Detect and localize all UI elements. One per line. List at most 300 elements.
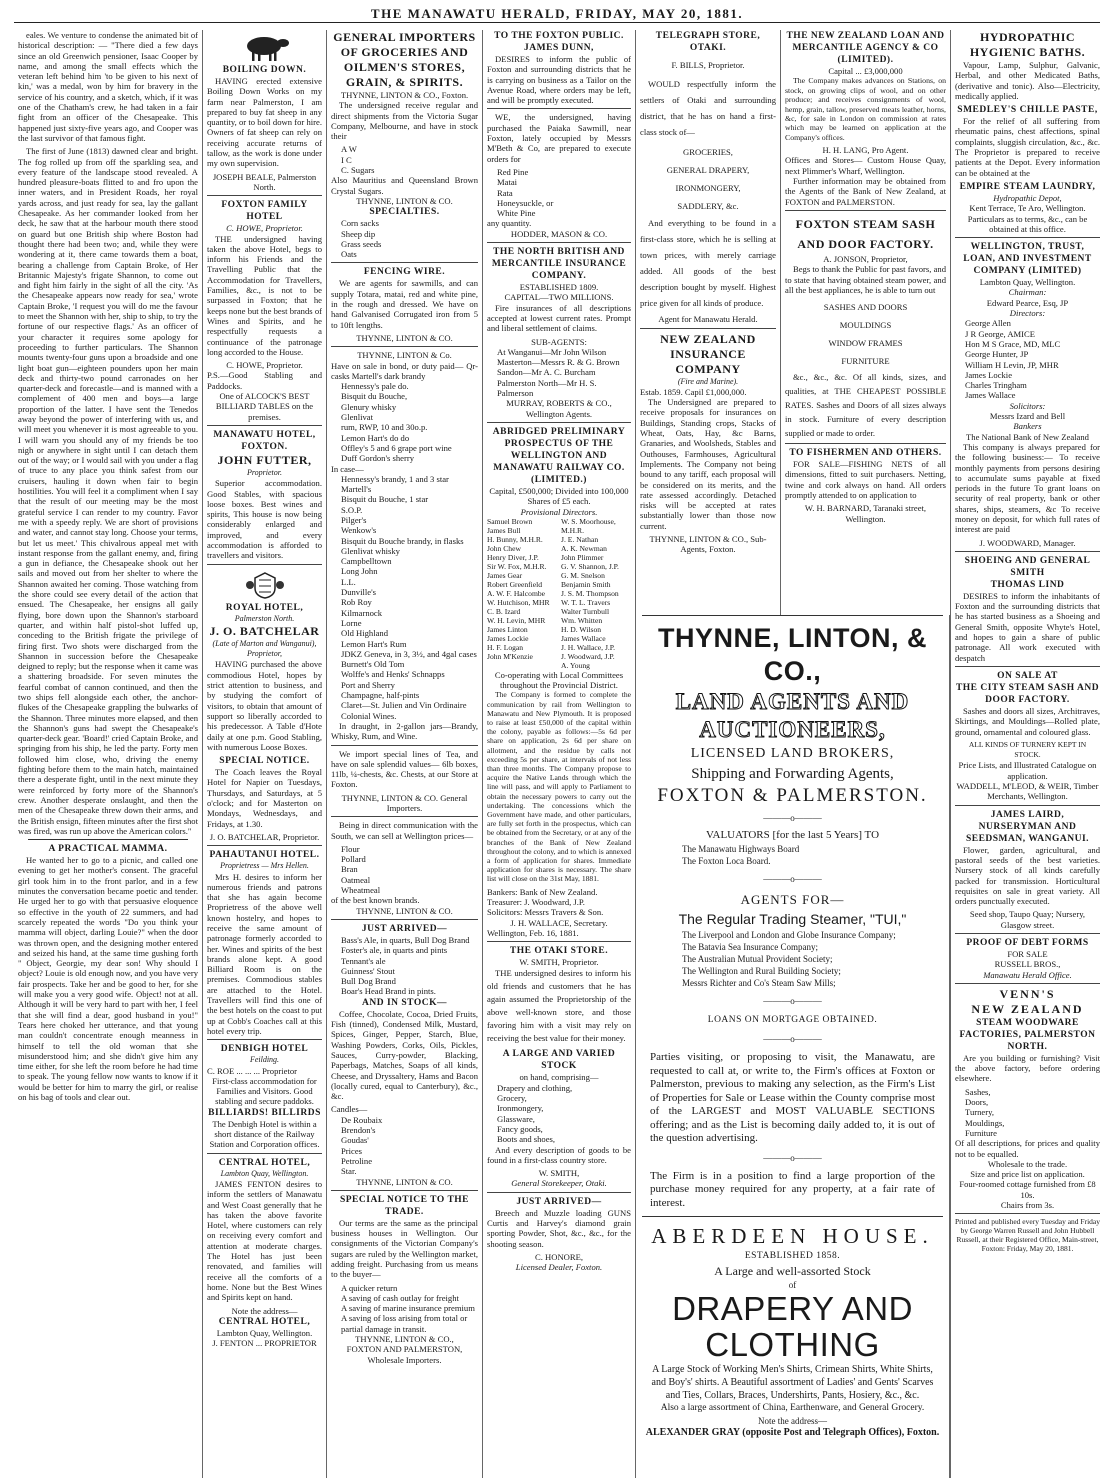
list-item: Martell's — [341, 484, 372, 495]
batchelar-sub: (Late of Marton and Wanganui), — [212, 638, 317, 648]
list-item: JDKZ Geneva, in 3, 3½, and 4gal cases — [341, 648, 477, 659]
list-item: Kilmarnock — [341, 607, 383, 618]
list-item: Dunville's — [341, 587, 376, 598]
batchelar-body: HAVING purchased the above commodious Hotel, hopes by strict attention to business, and by studying the comfort of visitors, to obtain that amount of support so liberally accorded to his predecessor. A Table d'Hote daily at one p.m. Good Stabling, with numerous Loose Boxes. — [207, 659, 322, 752]
list-item: Doors, — [965, 1097, 989, 1108]
hodder-body: WE, the undersigned, having purchased the Paiaka Sawmill, near Foxton, lately occupied by Messrs M'Beth & Co, are prepared to execute orders for — [487, 112, 631, 164]
instock-title: AND IN STOCK— — [362, 997, 447, 1008]
boiling-down-ad — [207, 32, 322, 192]
shoe-body: DESIRES to inform the inhabitants of Foxton and the surrounding districts that he has started business as a Shoeing and General Smith, opposite Whyte's Hotel, and hopes to gain a share of public patronage. All work executed with despatch — [955, 590, 1100, 663]
flour-sign: THYNNE, LINTON & CO. — [356, 905, 453, 916]
guns-sign: C. HONORE, — [535, 1251, 583, 1262]
depot: Hydropathic Depot, — [993, 192, 1062, 203]
nbm-agent-list — [487, 347, 631, 398]
otaki-title: THE OTAKI STORE. — [509, 946, 609, 957]
special-title: SPECIAL NOTICE. — [219, 756, 310, 767]
guns-ad — [487, 1192, 631, 1273]
list-item: De Roubaix — [341, 1114, 383, 1125]
tel-item: GENERAL DRAPERY, — [666, 165, 750, 176]
list-item: Bass's Ale, in quarts, Bull Dog Brand — [341, 934, 470, 945]
list-item: Bran — [341, 864, 358, 875]
stock-sub: on hand, comprising— — [519, 1072, 599, 1083]
divider — [642, 1216, 943, 1217]
rail-director: James Gear — [487, 570, 523, 580]
loan-sign: H. H. LANG, Pro Agent. — [822, 145, 909, 156]
hydro-body: Vapour, Lamp, Sulphur, Galvanic, Herbal, and other Medicated Baths, (derivative and tonic). Also—Electricity, medically applied. — [955, 60, 1100, 101]
list-item: Furniture — [965, 1127, 997, 1138]
list-item: Mouldings, — [965, 1117, 1005, 1128]
list-item: Pilger's — [341, 514, 367, 525]
wtl-title: WELLINGTON, TRUST, LOAN, AND INVESTMENT COMPANY (LIMITED) — [963, 242, 1092, 277]
dunn-title: TO THE FOXTON PUBLIC. — [494, 31, 624, 41]
list-item: Drapery and clothing, — [497, 1082, 573, 1093]
proof-office: Manawatu Herald Office. — [983, 969, 1072, 980]
list-item: Colonial Wines. — [341, 710, 397, 721]
list-item: Star. — [341, 1166, 357, 1177]
tel-item: IRONMONGERY, — [675, 183, 741, 194]
wtl-body: This company is always prepared for the following business:— To receive monthly payments from persons desiring to accumulate sums payable at fixed periods in the future To grant loans on security of real property, bank or other shares, ships, steamers, &c To receive money on deposit, for which full rates of interest are paid — [955, 441, 1100, 535]
rail-coop: Co-operating with Local Committees throughout the Provincial District. — [494, 669, 624, 691]
imprint-text: Printed and published every Tuesday and Friday by George Warren Russell and John Hubbell Russell, at their Registered Office, Main-street, Foxton: Friday, May 20, 1881. — [955, 1217, 1100, 1254]
shoeing-smith-ad — [955, 551, 1100, 663]
list-item: Boar's Head Brand in pints. — [341, 986, 436, 997]
divider — [642, 615, 943, 616]
railway-prospectus-ad — [487, 422, 631, 938]
futter-body: Superior accommodation. Good Stables, with spacious loose boxes. Best wines and spirits, This house is now being considerably enlarged and improved, and every accommodation is afforded to travellers and visitors. — [207, 478, 322, 561]
list-item: William H Levin, JP, MHR — [965, 359, 1059, 370]
rail-director: James Linton — [487, 624, 528, 634]
list-item: Hennessy's brandy, 1 and 3 star — [341, 473, 449, 484]
big-ad-agency: The Liverpool and London and Globe Insurance Company; — [682, 930, 896, 940]
tel-agent: Agent for Manawatu Herald. — [658, 314, 758, 325]
list-item: rum, RWP, 10 and 30o.p. — [341, 422, 428, 433]
central-hotel-ad — [207, 1153, 322, 1349]
depot-terms: Particulars as to terms, &c., can be obtained at this office. — [967, 213, 1088, 234]
venn-chairs: Chairs from 3s. — [1000, 1200, 1055, 1211]
list-item: Pollard — [341, 854, 366, 865]
fencing-body: We are agents for sawmills, and can supply Totara, matai, red and white pine, in the rough and dressed. We have on hand Galvanised Corrugated iron from 5 to 10ft lengths. — [331, 278, 478, 330]
venn-list — [955, 1087, 1100, 1138]
rail-director: John M'Kenzie — [487, 651, 533, 661]
stock-title: A LARGE AND VARIED STOCK — [502, 1049, 616, 1072]
sawmill-ad — [487, 108, 631, 239]
smith-sub: General Storekeeper, Otaki. — [511, 1178, 607, 1189]
timber-list — [487, 167, 631, 218]
sash-item: WINDOW FRAMES — [828, 338, 903, 349]
list-item: James Wallace — [965, 390, 1016, 401]
column-7 — [950, 30, 1104, 1478]
pricelist: Price Lists, and Illustrated Catalogue on application. — [958, 760, 1097, 781]
list-item: Goudas' — [341, 1135, 369, 1146]
nzi-title: NEW ZEALAND INSURANCE COMPANY — [660, 331, 756, 376]
big-ad-outline-heading: LAND AGENTS AND AUCTIONEERS, — [675, 689, 910, 742]
special-sign: J. O. BATCHELAR, Proprietor. — [209, 831, 320, 842]
big-ad-valuators: VALUATORS [for the last 5 Years] TO — [705, 829, 880, 841]
list-item: At Wanganui—Mr John Wilson — [497, 346, 607, 357]
column-2-hotels — [202, 30, 326, 1478]
wtl-place: Lambton Quay, Wellington. — [979, 277, 1076, 288]
stock-list — [487, 1083, 631, 1145]
rail-capital: Capital, £500,000; Divided into 100,000 Shares of £5 each. — [489, 485, 629, 507]
arrived-list — [331, 935, 478, 997]
loan-further: Further information may be obtained from the Agents of the Bank of New Zealand, at FOXTON and PALMERSTON. — [785, 176, 946, 207]
venn-body: Are you building or furnishing? Visit the above factory, before ordering elsewhere. — [955, 1052, 1100, 1084]
north-british-ad — [487, 242, 631, 419]
loan-agency-ad — [785, 30, 946, 207]
central-addr1: CENTRAL HOTEL, — [218, 1316, 311, 1327]
specialties-title: SPECIALTIES. — [369, 207, 440, 218]
rail-director: G. V. Shannon, J.P. — [561, 561, 619, 571]
city-factory-ad — [955, 666, 1100, 802]
list-item: A saving of cash outlay for freight — [341, 1292, 459, 1303]
wtl-chair-head: Chairman: — [1008, 287, 1047, 298]
list-item: Bisquit du Bouche, 1 star — [341, 494, 429, 505]
laird-title: JAMES LAIRD, — [990, 809, 1065, 820]
venn-steam: STEAM WOODWARE FACTORIES, PALMERSTON NORTH. — [959, 1017, 1096, 1052]
rail-director: A. K. Newman — [561, 543, 607, 553]
rail-solicitors: Solicitors: Messrs Travers & Son. — [487, 907, 604, 918]
list-item: Grocery, — [497, 1093, 527, 1104]
rail-director: James Lockie — [487, 633, 529, 643]
mamma-paragraph: He wanted her to go to a picnic, and called one evening to get her mother's consent. The graceful girl took him in to the front parlor, and in a few minutes the conversation became poetic and tender. He urged her to go with that persuasive eloquence so effective in the youth of 22 summers, and had scarcely repeated the words "Do you think your mamma will object, darling Louie?" when the door was thrown open, and the designing mother entered and seized his hand, at the same time gushing forth " Object, Georgie, my dear son! Why should I object? Louie is old enough now, and you have very fair prospects. Take her and be good to her, for she will make you a very good wife. Object! not at all. Although it will be very hard to part with her, I feel that she will find a dear, good husband in you!" Tears here choked her utterance, and that young man couldn't concentrate enough meanness in himself to tell the old woman that she misunderstood him; and she didn't give him any time either, for she left the room before he had time to speak. The young fellow now wants to know if it would be better for him to marry the girl, or realise on his bag of tools and clear out. — [18, 855, 198, 1102]
wellington-trust-ad — [955, 237, 1100, 548]
aberdeen-of: of — [788, 1280, 797, 1290]
rail-date: Wellington, Feb. 16, 1881. — [487, 927, 579, 938]
venn-nz: NEW ZEALAND — [971, 1001, 1084, 1016]
list-item: Boots and shoes, — [497, 1134, 556, 1145]
wine-list — [331, 381, 478, 463]
central-sign: J. FENTON ... PROPRIETOR — [212, 1338, 317, 1349]
aberdeen-body: A Large Stock of Working Men's Shirts, Crimean Shirts, White Shirts, and Boy's' shirts. A Beautiful assortment of Ladies' and Gents' Scarves and Ties, Collars, Braces, Undershirts, Pants, Hosiery, &c., &c. — [651, 1364, 934, 1401]
rail-director: John Chew — [487, 543, 521, 553]
story-paragraph: eales. We venture to condense the animated bit of historical description: — "There died a few days since an old Greenwich pensioner, Isaac Cooper by name, and among the small effects which the veteran left behind him 'to be given to his next of kin,' was a medal, won by him for bravery in the service of his country, and a sketch, which, if it was one of the Chatham's crew, he had taken in a fair fight from an officer of the Chesapeake. This happened just sixty-five years ago, and Cooper was the last survivor of that famous fight. — [18, 30, 198, 143]
hydro-title: HYDROPATHIC HYGIENIC BATHS. — [969, 30, 1086, 59]
telegraph-store-ad — [640, 30, 776, 325]
rail-directors — [487, 517, 631, 670]
hodder-sign: HODDER, MASON & CO. — [510, 228, 608, 239]
tel-place: OTAKI. — [689, 43, 727, 53]
nzi-sub: (Fire and Marine). — [677, 376, 739, 386]
list-item: George Hunter, JP — [965, 349, 1029, 360]
trade-title: SPECIAL NOTICE TO THE TRADE. — [339, 1194, 470, 1217]
divider-ornament: ———o——— — [763, 1152, 822, 1163]
futter-prop: Proprietor. — [246, 467, 283, 477]
wtl-sol: Messrs Izard and Bell — [989, 411, 1066, 422]
list-item: Grass seeds — [341, 238, 382, 249]
list-item: Sashes, — [965, 1086, 991, 1097]
list-item: Campbelltown — [341, 556, 392, 567]
denbigh-note: The Denbigh Hotel is within a short distance of the Railway Station and Corporation offices. — [209, 1118, 320, 1150]
pahau-body: Mrs H. desires to inform her numerous friends and patrons that she has again become Proprietress of the above well known hostelry, and hopes to receive the same amount of patronage formerly accorded to her. Wines and spirits of the best brands alone kept. A good Billiard Room is on the premises. Commodious stables are attached to the Hotel. Travellers will find this one of the best hotels on the coast to put up at Cobb's Coaches call at this hotel every trip. — [207, 871, 322, 1036]
trade-notice-ad — [331, 1190, 478, 1365]
chilli-title: SMEDLEY'S CHILLE PASTE, — [957, 105, 1098, 116]
big-ad-agency: The Batavia Sea Insurance Company; — [682, 942, 818, 952]
pahau-prop: Proprietress — Mrs Hellen. — [220, 861, 309, 871]
stock-end: And every description of goods to be found in a first-class country store. — [487, 1144, 631, 1165]
list-item: A quicker return — [341, 1282, 398, 1293]
big-ad-firm-name: THYNNE, LINTON, & CO., — [657, 623, 927, 686]
general-importers-ad — [331, 30, 478, 259]
trade-body: Our terms are the same as the principal business houses in Wellington. Our consignments of the Victorian Company's sugars are ruled by the Wellington market, adding freight. Purchasing from us means to the buyer— — [331, 1217, 478, 1280]
proof-title: PROOF OF DEBT FORMS — [966, 938, 1089, 948]
boiling-title: BOILING DOWN. — [222, 65, 307, 75]
otaki-prop: W. SMITH, Proprietor. — [519, 957, 599, 968]
list-item: Fancy goods, — [497, 1123, 543, 1134]
rail-director: Robert Greenfield — [487, 579, 543, 589]
trade-sign3: Wholesale Importers. — [367, 1354, 442, 1365]
loan-body: The Company makes advances on Stations, on stock, on growing clips of wool, and on other produce; and receives consignments of wool, hemp, grain, tallow, preserved meats leather, horns, &c, for sale in London on commission at rates which may be learned on application at the Company's offices. — [785, 76, 946, 142]
wtl-bank-head: Bankers — [1013, 421, 1042, 432]
batchelar-name: J. O. BATCHELAR — [209, 623, 320, 638]
divider — [28, 839, 188, 840]
list-item: Bisquit du Bouche brandy, in flasks — [341, 535, 464, 546]
guns-body: Breech and Muzzle loading GUNS Curtis and Harvey's diamond grain sporting Powder, Shot, &c., &c., for the shooting season. — [487, 1207, 631, 1249]
column-1-story — [14, 30, 202, 1478]
denbigh-billiards: BILLIARDS! BILLIRDS — [208, 1107, 321, 1118]
smith-sign: W. SMITH, — [538, 1168, 580, 1179]
laundry: EMPIRE STEAM LAUNDRY, — [959, 181, 1096, 192]
nbm-agents-head: SUB-AGENTS: — [531, 336, 587, 347]
rail-director: J. E. Nathan — [561, 534, 599, 544]
candles-list — [331, 1115, 478, 1177]
list-item: Rob Roy — [341, 597, 372, 608]
nbm-sign: MURRAY, ROBERTS & CO., Wellington Agents. — [506, 398, 612, 419]
column-4 — [482, 30, 635, 1478]
depot-addr: Kent Terrace, Te Aro, Wellington. — [969, 203, 1086, 214]
otaki-store-ad — [487, 941, 631, 1189]
big-ad-steamer: The Regular Trading Steamer, "TUI," — [678, 911, 907, 927]
divider-ornament: ———o——— — [763, 996, 822, 1006]
pahau-title: PAHAUTANUI HOTEL. — [209, 850, 320, 861]
flour-body: Being in direct communication with the South, we can sell at Wellington prices— — [331, 820, 478, 841]
columns — [14, 30, 1104, 1478]
list-item: I C — [341, 154, 352, 165]
rail-treasurer: Treasurer: J. Woodward, J.P. — [487, 896, 585, 907]
list-item: Red Pine — [497, 166, 529, 177]
list-item: Foster's ale, in quarts and pints — [341, 945, 448, 956]
big-ad-firm-note: The Firm is in a position to find a large proportion of the purchase money required for any property, at a fair rate of interest. — [650, 1169, 935, 1209]
sash-body2: &c., &c., &c. Of all kinds, sizes, and qualities, at THE CHEAPEST POSSIBLE RATES. Sashes and Doors of all sizes always in stock. Furniture of every description supplied or made to order. — [785, 372, 946, 439]
list-item: Bull Dog Brand — [341, 976, 396, 987]
central-note: Note the address— — [231, 1305, 298, 1316]
list-item: A saving of marine insurance premium — [341, 1303, 475, 1314]
aberdeen-stock: A Large and well-assorted Stock — [714, 1264, 871, 1278]
specialties-list — [331, 218, 478, 259]
rail-director: W. Hutchison, MHR — [487, 597, 550, 607]
draught-note: In draught, in 2-gallon jars—Brandy, Whisky, Rum, and Wine. — [331, 720, 478, 742]
gi-firm: THYNNE, LINTON & CO., Foxton. — [340, 90, 469, 100]
list-item: Guinness' Stout — [341, 965, 395, 976]
rail-director: W. T. L. Travers — [561, 597, 611, 607]
foxton-hotel-body: THE undersigned having taken the above Hotel, begs to inform his Friends and the Travelling Public that the Accommodation for Travellers, Families, &c., is not to be surpassed in Foxton; that he keeps none but the best brands of Wines and Spirits, and he respectfully requests a continuance of the patronage long accorded to the House. — [207, 233, 322, 357]
venn-size: Size and price list on application. — [970, 1169, 1085, 1180]
timber-end: any quantity. — [487, 218, 532, 229]
denbigh-body: First-class accommodation for Families and Visitors. Good stabling and secure paddoks. — [212, 1075, 317, 1107]
rail-director: John Plimmer — [561, 552, 604, 562]
dunn-ad — [487, 30, 631, 105]
royal-crest-icon — [245, 570, 285, 600]
list-item: Turnery, — [965, 1107, 994, 1118]
chilli-body: For the relief of all suffering from rheumatic pains, chest affections, spinal complaints, sluggish circulation, &c., &c. The Proprietor is prepared to receive patients at the Depot. Every information can be obtained at the — [955, 116, 1100, 178]
rail-director: H. F. Logan — [487, 642, 524, 652]
venn-body2: Of all descriptions, for prices and quality not to be equalled. — [955, 1138, 1100, 1159]
loan-title: THE NEW ZEALAND LOAN AND MERCANTILE AGENCY & CO (LIMITED). — [786, 31, 945, 65]
rail-director: J. Woodward, J.P. — [561, 651, 615, 661]
denbigh-hotel-ad — [207, 1039, 322, 1149]
just-arrived-ad — [331, 919, 478, 1187]
gi-body: The undersigned receive regular and direct shipments from the Victoria Sugar Company, Melbourne, and have in stock their — [331, 100, 478, 142]
fencing-title: FENCING WIRE. — [363, 267, 446, 278]
rail-dir-head: Provisional Directors. — [520, 506, 598, 517]
big-ad-agency: Messrs Richter and Co's Steam Saw Mills; — [682, 978, 836, 988]
loan-office: Offices and Stores— Custom House Quay, next Plimmer's Wharf, Wellington. — [785, 155, 946, 176]
arrived-title: JUST ARRIVED— — [361, 923, 448, 934]
case-list — [331, 474, 478, 721]
masthead: THE MANAWATU HERALD, FRIDAY, MAY 20, 1881. — [14, 6, 1100, 23]
tel-item: SADDLERY, &c. — [677, 201, 739, 212]
list-item: Lemon Hart's do do — [341, 432, 410, 443]
big-ad-agents-for: AGENTS FOR— — [740, 892, 845, 907]
tel-item: GROCERIES, — [683, 147, 733, 158]
thynne-linton-big-ad — [635, 615, 950, 1478]
nzi-sign: THYNNE, LINTON & CO., Sub-Agents, Foxton. — [649, 534, 767, 555]
fencing-wire-ad — [331, 262, 478, 343]
venn-title: VENN'S — [999, 986, 1056, 1001]
wine-intro: Have on sale in bond, or duty paid— Qr-casks Martell's dark brandy — [331, 360, 478, 381]
trade-points — [331, 1283, 478, 1334]
flour-end: of the best known brands. — [331, 895, 420, 906]
list-item: Lorne — [341, 617, 362, 628]
sash-prop: A. JONSON, Proprietor, — [823, 253, 908, 264]
foxton-hotel-sign: C. HOWE, Proprietor. — [226, 360, 303, 371]
onsale: ON SALE AT — [997, 670, 1058, 681]
divider-ornament: ———o——— — [763, 813, 822, 823]
shoe-name: THOMAS LIND — [990, 579, 1065, 590]
dunn-body: DESIRES to inform the public of Foxton and surrounding districts that he is carrying on business as a Tailor on the Avenue Road, where orders may be left, and will be promptly executed. — [487, 54, 631, 106]
venn-ad — [955, 983, 1100, 1210]
list-item: Honeysuckle, or — [497, 197, 554, 208]
nbm-body: Fire insurances of all descriptions accepted at lowest current rates. Prompt and liberal settlement of claims. — [487, 302, 631, 334]
wtl-bank: The National Bank of New Zealand — [966, 431, 1089, 442]
aberdeen-also: Also a large assortment of China, Earthenware, and General Grocery. — [660, 1403, 925, 1413]
list-item: C. Sugars — [341, 165, 375, 176]
trade-sign1: THYNNE, LINTON & CO., — [355, 1334, 454, 1345]
list-item: Wenkow's — [341, 525, 377, 536]
rail-director: J. S. M. Thompson — [561, 588, 619, 598]
nzi-est: Estab. 1859. Capil £1,000,000. — [640, 386, 747, 397]
big-ad-valued-1: The Manawatu Highways Board — [682, 844, 800, 854]
list-item: Bisquit du Bouche, — [341, 391, 408, 402]
list-item: Charles Tringham — [965, 380, 1027, 391]
fish-sign: W. H. BARNARD, Taranaki street, Wellington. — [804, 503, 927, 524]
billiard-note: One of ALCOCK'S BEST BILLIARD TABLES on the premises. — [215, 391, 314, 422]
manawatu-hotel-title: MANAWATU HOTEL, FOXTON. — [213, 429, 316, 452]
central-body: JAMES FENTON desires to inform the settlers of Manawatu and West Coast generally that he has taken the above favorite Hotel, where customers can rely on receiving every comfort and attention at moderate charges. The Hotel has just been renovated, and families will receive all the comforts of a home. None but the Best Wines and Spirits kept on hand. — [207, 1178, 322, 1303]
rail-director: H. D. Wilson — [561, 624, 602, 634]
central-title: CENTRAL HOTEL, — [218, 1157, 311, 1168]
wines-spirits-ad — [331, 346, 478, 741]
list-item: Masterton—Messrs R. & G. Brown — [497, 357, 620, 368]
waddell: WADDELL, M'LEOD, & WEIR, Timber Merchants, Wellington. — [956, 781, 1099, 802]
rail-director: C. B. Izard — [487, 606, 521, 616]
wtl-sol-head: Solicitors: — [1009, 400, 1046, 411]
list-item: Champagne, half-pints — [341, 690, 420, 701]
wtl-sign: J. WOODWARD, Manager. — [979, 537, 1076, 548]
wtl-chair: Edward Pearce, Esq, JP — [986, 297, 1069, 308]
list-item: Matai — [497, 177, 518, 188]
list-item: Sheep dip — [341, 228, 376, 239]
list-item: J R George, AMICE — [965, 328, 1036, 339]
big-ad-shipping: Shipping and Forwarding Agents, — [691, 766, 894, 782]
venn-cottage: Four-roomed cottage furnished from £8 10s. — [959, 1179, 1096, 1200]
aberdeen-sign: ALEXANDER GRAY (opposite Post and Telegraph Offices), Foxton. — [645, 1427, 940, 1438]
list-item: L.L. — [341, 576, 356, 587]
foxton-hotel-ad — [207, 195, 322, 422]
laird-shop: Seed shop, Taupo Quay; Nursery, Glasgow street. — [969, 909, 1086, 930]
list-item: Wheatmeal — [341, 885, 381, 896]
nbm-title: THE NORTH BRITISH AND MERCANTILE INSURANCE COMPANY. — [491, 247, 627, 282]
fish-body: FOR SALE—FISHING NETS of all dimensions, fitted to suit purchasers. Netting, twine and cork always on hand. All orders promptly attended to on application to — [785, 459, 946, 500]
wtl-directors — [955, 318, 1100, 400]
list-item: Port and Sherry — [341, 679, 395, 690]
trade-sign2: FOXTON AND PALMERSTON, — [346, 1344, 463, 1355]
nz-insurance-ad — [640, 328, 776, 555]
list-item: A W — [341, 144, 357, 155]
rail-title: ABRIDGED PRELIMINARY PROSPECTUS OF THE WELLINGTON AND MANAWATU RAILWAY CO. (LIMITED.) — [492, 426, 626, 485]
tea-sign: THYNNE, LINTON & CO. General Importers. — [341, 792, 468, 813]
list-item: Sandon—Mr A. C. Burcham — [497, 367, 596, 378]
tel-title: TELEGRAPH STORE, — [655, 31, 761, 41]
list-item: Duff Gordon's sherry — [341, 453, 414, 464]
big-ad-valued-2: The Foxton Loca Board. — [682, 856, 771, 866]
rail-body: The Company is formed to complete the communication by rail from Wellington to Manawatu and New Plymouth. It is proposed to raise at least £50,000 of the capital within the colony, payable as follows:—5s 6d per share on application, 2s 6d per share on allotment, and the residue by calls not exceeding 5s per share, at intervals of not less than three months. The Company propose to acquire the Native Lands through which the line will pass, and will apply to Parliament to obtain the necessary powers to carry out the undertaking. The concessions which the Government have made, and other particulars, are fully set forth in the prospectus, which can be obtained from the Secretary, or at any of the branches of the Bank of New Zealand throughout the colony, and to which is annexed a form of application for shares. Immediate application for shares is necessary. The share list will close on the 31st May, 1881. — [487, 690, 631, 884]
sash-item: SASHES AND DOORS — [823, 302, 908, 313]
list-item: Tennant's ale — [341, 955, 386, 966]
laird-ad — [955, 805, 1100, 930]
proof-of-debt-ad — [955, 933, 1100, 980]
mamma-title: A PRACTICAL MAMMA. — [48, 844, 168, 855]
gi-title: GENERAL IMPORTERS OF GROCERIES AND OILMEN'S STORES, GRAIN, & SPIRITS. — [333, 30, 476, 89]
sash-title: FOXTON STEAM SASH AND DOOR FACTORY. — [795, 216, 936, 251]
city-body: Sashes and doors all sizes, Architraves, Skirtings, and Mouldings—Rolled plate, ground, ornamental and coloured glass. — [955, 705, 1100, 737]
rail-director: James Bull — [487, 525, 521, 535]
proof-by: RUSSELL BROS., — [994, 959, 1061, 970]
nzi-body: The Undersigned are prepared to receive proposals for insurances on Buildings, Standing crops, Stacks of Wheat, Oats, Hay, &c Barns, Granaries, and Woolsheds, Stables and Outhouses, Farmhouses, Agricultural Implements. The Company not being bound to any tariff, each proposal will be considered on its merits, and the rate assessed accordingly. Detached risks will be accepted at rates substantially lower than those now current. — [640, 397, 776, 531]
rail-bankers: Bankers: Bank of New Zealand. — [487, 886, 598, 897]
list-item: Glenlivat — [341, 412, 373, 423]
sash-body: Begs to thank the Public for past favors, and to state that having obtained steam power, and all the best appliances, he is able to turn out — [785, 264, 946, 295]
list-item: Oatmeal — [341, 874, 371, 885]
batchelar-prop: Proprietor, — [246, 649, 283, 659]
flour-ad — [331, 816, 478, 916]
instock-body: Coffee, Chocolate, Cocoa, Dried Fruits, Fish (tinned), Condensed Milk, Mustard, Spices, Ginger, Pepper, Starch, Blue, Washing Powders, Corks, Oils, Pickles, Sauces, Curry-powder, Blacking, Paperbags, Matches, Soaps of all kinds, Cheese, and Dryssaltery, Hams and Bacon (locally cured, equal to Canterbury), &c., &c. — [331, 1008, 478, 1102]
list-item: White Pine — [497, 208, 536, 219]
list-item: Rata — [497, 187, 513, 198]
pahautanui-hotel-ad — [207, 845, 322, 1036]
laird-body2: Flower, garden, agricultural, and pastoral seeds of the best varieties. Nursery stock of all kinds carefully packed for transmission. Horticultural requisites on sale in great variety. All orders punctually executed. — [955, 844, 1100, 907]
foxton-hotel-prop: C. HOWE, Proprietor. — [226, 223, 303, 234]
rail-director: Samuel Brown — [487, 516, 533, 526]
denbigh-title: DENBIGH HOTEL — [220, 1044, 309, 1055]
big-ad-agency: The Australian Mutual Provident Society; — [682, 954, 833, 964]
tea-body: We import special lines of Tea, and have on sale splendid values— 6lb boxes, 11lb, ¼-chests, &c. Chests, at our Store at Foxton. — [331, 748, 478, 790]
central-place: Lambton Quay, Wellington. — [220, 1168, 309, 1178]
big-ad-loans: LOANS ON MORTGAGE OBTAINED. — [707, 1015, 878, 1025]
imprint — [955, 1213, 1100, 1253]
column-3-importers — [326, 30, 482, 1478]
story-paragraph: The first of June (1813) dawned clear and bright. The fog rolled up from off the sparkling sea, and every feature of the landscape stood revealed. A hundred pleasure-boats flitted to and fro upon the inner waters, and in President Roads, her royal yards across, and just ready for sea, lay the gallant Chesapeake. As her commander looked from her deck, he saw that at the harbour mouth there stood on guard but one British ship where Boston had thought there had been two; and, while they were wondering at it, there came towards them a boat, bearing a challenge from Captain Broke, of Her Britannic Majesty's frigate Shannon, to come out and fight him fairly in the sight of all the city. 'As the Chesapeake appears now ready for sea,' wrote Captain Broke, 'I request you will do me the favour to meet the Shannon with her, ship to ship, to try the fortune of our respective flags.' As an officer of your character it requires some apology for proceeding to further particulars. The Shannon mounts twenty-four guns upon a broadside and one light boat gun—eighteen pounders upon her main deck and thirty-two pound carronades on her quarter-deck and forecastle—and is manned with a complement of 400 men and boys—a large proportion of the latter. I have sent the Tenedos away beyond the power of interfering with us, and will meet you whenever it is most agreeable to you. I will warn you should any of my friends be too nigh or anywhere in sight until I can detach them out of the way; or I would sail with you under a flag of truce to any place you think safest from our cruisers, hauling it down when fair to begin hostilities. You will feel it a compliment when I say that the result of our meeting may be the most grateful service I can render to my country. Favor me with a speedy reply. We are short of provisions and water, and cannot stay long. Choose your terms, but let us meet.' This chivalrous appeal met with instant response from the gallant enemy, and, firing a gun in defiance, the Chesapeake shook out her sails and moved out from her shelter to where the Shannon awaited her coming. Those watching from the shore could see every detail of the action that ensued. The Chesapeake, her ensigns all gaily flying, bore down upon the Shannon's starboard quarter, and within half pistol-shot luffed up, conceding to the British frigate the privilege of firing first. Two shots were discharged from the Shannon in succession before the Chesapeake deigned to reply; but the response when it came was a shattering broadside. For seven minutes the fearful combat of cannon continued, and then the two ships fell alongside each other, the anchor-flukes of the Chesapeake grappling the bulwarks of the Shannon. Three minutes more elapsed, and then the Shannon's guns had swept the Chesapeake's quarter-deck gear. 'Board!' cried Captain Broke, and springing from his ship, he led the party. Forty men followed him close, who, driving the enemy fighting before them to the main hatch, maintained there a desperate fight, until in the next minute they were reinforced by forty more of the Shannon's crew. Another desperate onslaught, and then the men of the Chesapeake threw down their arms, and the British ensign, fifteen minutes after the first shot was fired, was run up above the American colors." — [18, 146, 198, 836]
list-item: Hennessy's pale do. — [341, 381, 409, 392]
